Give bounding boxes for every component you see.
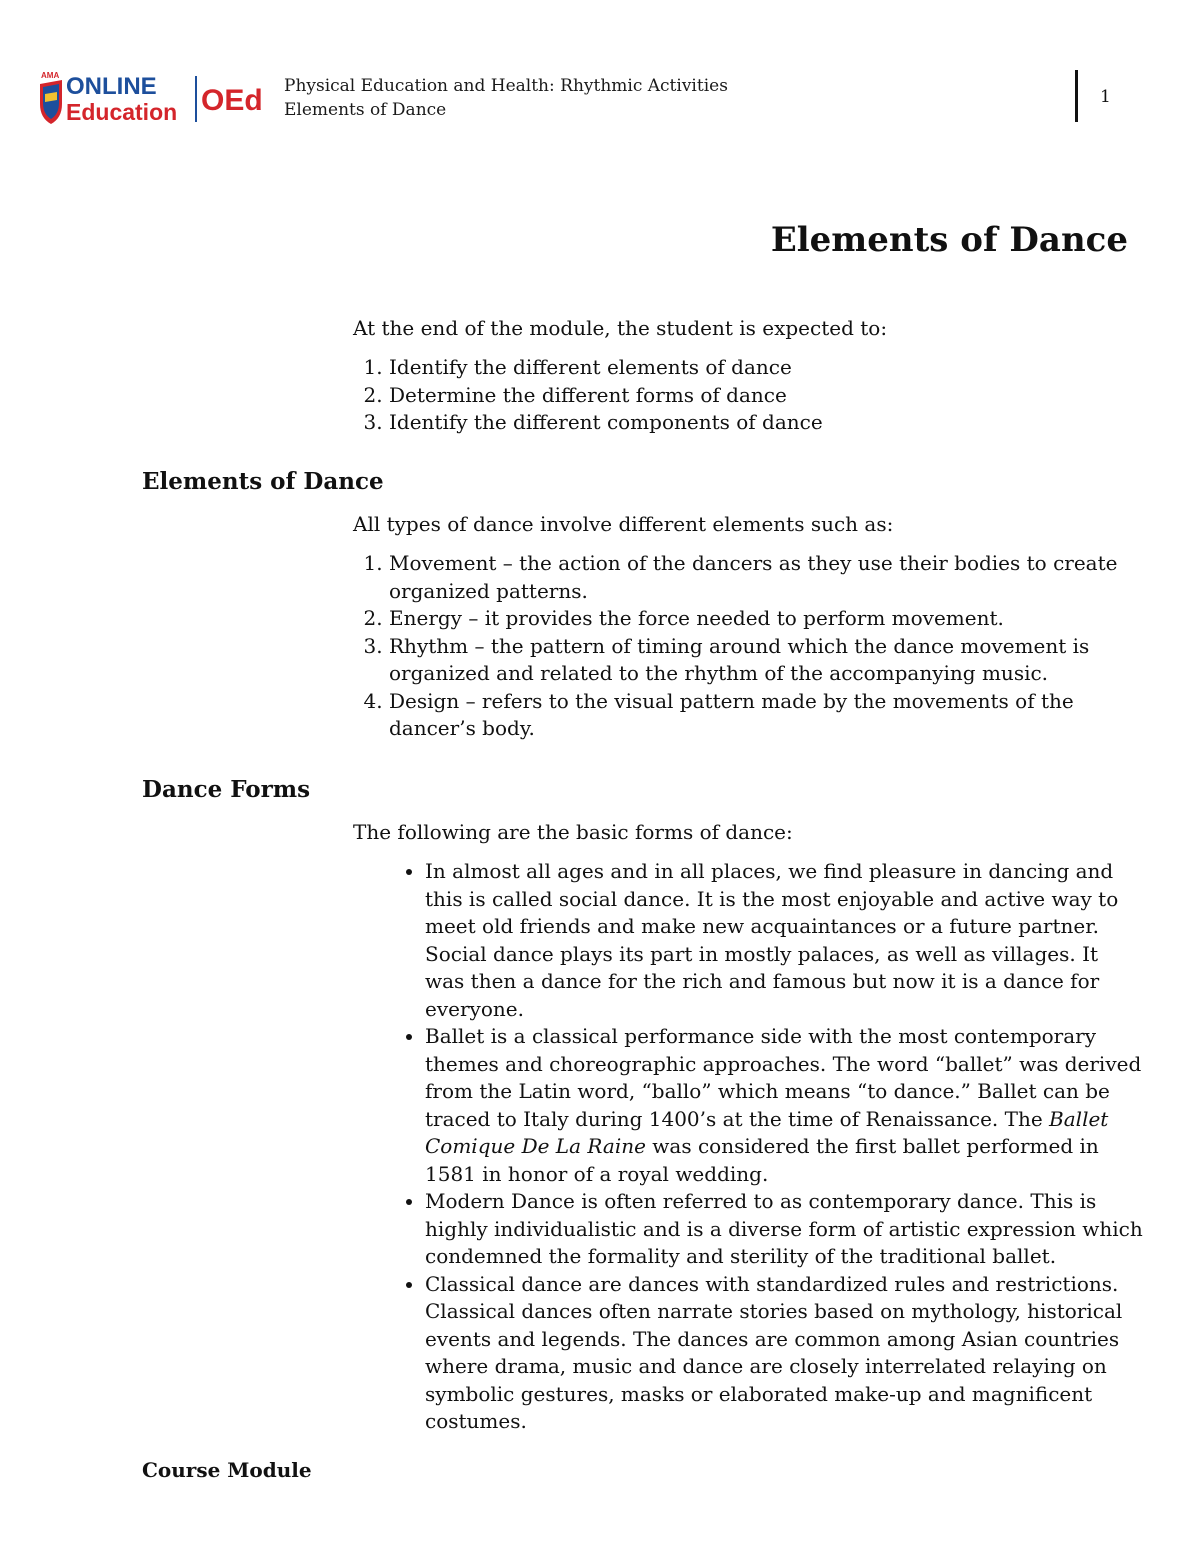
list-item: • In almost all ages and in all places, we find pleasure in dancing and this is called social dance. It is the most enjoyable and active way to meet old friends and make new acquaintances or a future partner. Social dance plays its part in mostly palaces, as well as villages. It was then a dance for the rich and famous but now it is a dance for everyone. [425,858,1143,1023]
module-title: Elements of Dance [284,100,447,120]
objectives-list [353,354,1133,437]
course-title: Physical Education and Health: Rhythmic Activities [284,76,728,96]
learning-objectives [353,314,1133,437]
list-item: 3. Rhythm – the pattern of timing around which the dance movement is organized and related to the rhythm of the accompanying music. [389,633,1133,688]
list-item: 2. Determine the different forms of dance [389,382,1133,410]
footer-label: Course Module [142,1458,312,1482]
running-header [284,74,728,122]
elements-list [353,550,1133,743]
svg-text:AMA: AMA [41,71,60,80]
list-item: 3. Identify the different components of dance [389,409,1133,437]
list-item: 1. Movement – the action of the dancers as they use their bodies to create organized patterns. [389,550,1133,605]
logo-mark-oed: OEd [201,84,263,117]
header-divider [1075,70,1078,122]
list-item: • Classical dance are dances with standardized rules and restrictions. Classical dances often narrate stories based on mythology, historical events and legends. The dances are common among Asian countries where drama, music and dance are closely interrelated relaying on symbolic gestures, masks or elaborated make-up and magnificent costumes. [425,1271,1143,1436]
section-heading-forms: Dance Forms [142,776,311,803]
elements-section [353,510,1133,743]
list-item: • Modern Dance is often referred to as contemporary dance. This is highly individualistic and is a diverse form of artistic expression which condemned the formality and sterility of the traditional ballet. [425,1188,1143,1271]
page-number: 1 [1100,87,1111,107]
elements-lead: All types of dance involve different elements such as: [353,512,894,536]
list-item: 4. Design – refers to the visual pattern made by the movements of the dancer’s body. [389,688,1133,743]
list-item: • Ballet is a classical performance side with the most contemporary themes and choreographic approaches. The word “ballet” was derived from the Latin word, “ballo” which means “to dance.” Ballet can be traced to Italy during 1400’s at the time of Renaissance. The Ballet Comique De La Raine was considered the first ballet performed in 1581 in honor of a royal wedding. [425,1023,1143,1188]
objectives-lead: At the end of the module, the student is expected to: [353,316,888,340]
list-item: 2. Energy – it provides the force needed to perform movement. [389,605,1133,633]
logo-text-online: ONLINE [66,73,157,100]
logo-text-education: Education [66,99,178,125]
forms-lead: The following are the basic forms of dance: [353,820,793,844]
page-title: Elements of Dance [770,220,1128,260]
forms-list [353,858,1143,1436]
ballet-title: Ballet Comique De La Raine [425,1106,1109,1158]
section-heading-elements: Elements of Dance [142,468,384,495]
forms-section [353,818,1143,1436]
online-education-logo [36,70,276,126]
list-item: 1. Identify the different elements of dance [389,354,1133,382]
ama-shield-icon [40,71,62,124]
